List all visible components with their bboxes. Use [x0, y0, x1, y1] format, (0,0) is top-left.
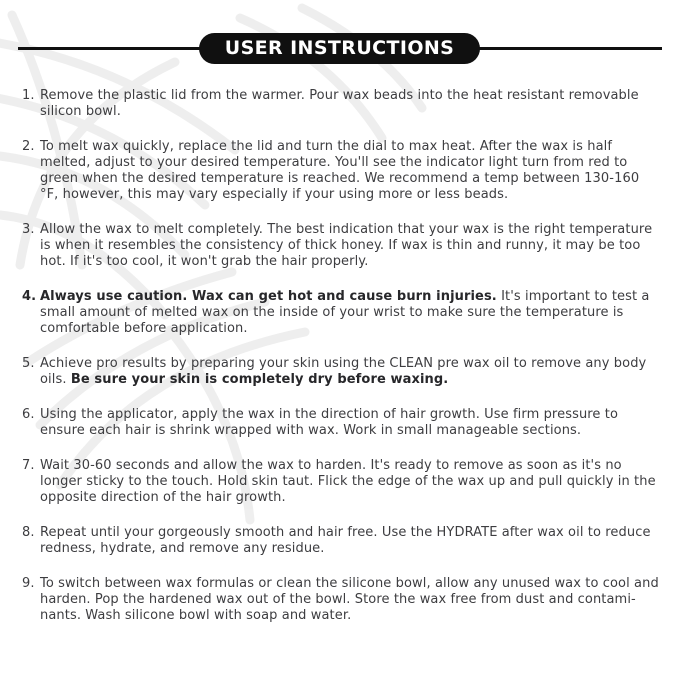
item-number: 7.	[22, 458, 35, 473]
page-title: USER INSTRUCTIONS	[199, 33, 481, 64]
item-text	[40, 222, 661, 270]
item-text-segment: To melt wax quickly, replace the lid and turn the dial to max heat. After the wax is half melted, adjust to your desired temperature. You'll see the indicator light turn from red to green when the desired temperature is reached. We recommend a temp between 130-160 °F, however, this may vary especially if your using more or less beads.	[40, 139, 640, 202]
instruction-item	[22, 576, 661, 624]
item-text-segment: Remove the plastic lid from the warmer. Pour wax beads into the heat resistant removable silicon bowl.	[40, 88, 639, 119]
item-number: 1.	[22, 88, 35, 103]
item-text-segment: Repeat until your gorgeously smooth and hair free. Use the HYDRATE after wax oil to reduce redness, hydrate, and remove any residue.	[40, 525, 651, 556]
instruction-item	[22, 139, 661, 203]
instruction-item	[22, 222, 661, 270]
instruction-list	[0, 64, 679, 624]
item-text-segment: It's important to test a small amount of melted wax on the inside of your wrist to make sure the temperature is comfortable before application.	[40, 289, 650, 336]
item-number: 8.	[22, 525, 35, 540]
item-number: 6.	[22, 407, 35, 422]
instruction-item	[22, 407, 661, 439]
instruction-item	[22, 356, 661, 388]
header	[0, 33, 679, 64]
item-text	[40, 289, 661, 337]
item-text	[40, 356, 661, 388]
item-text-segment: Allow the wax to melt completely. The best indication that your wax is the right temperature is when it resembles the consistency of thick honey. If wax is thin and runny, it may be too hot. If it's too cool, it won't grab the hair properly.	[40, 222, 653, 269]
item-text	[40, 139, 661, 203]
instruction-item	[22, 88, 661, 120]
item-text-segment: Using the applicator, apply the wax in the direction of hair growth. Use firm pressure to ensure each hair is shrink wrapped with wax. Work in small manageable sections.	[40, 407, 619, 438]
item-number: 9.	[22, 576, 35, 591]
item-text-segment: To switch between wax formulas or clean the silicone bowl, allow any unused wax to cool and harden. Pop the hardened wax out of the bowl. Store the wax free from dust and contaminants. Wash silicone bowl with soap and water.	[40, 576, 659, 623]
item-number: 4.	[22, 289, 37, 304]
item-text	[40, 88, 661, 120]
item-text	[40, 576, 661, 624]
item-number: 5.	[22, 356, 35, 371]
item-number: 2.	[22, 139, 35, 154]
item-text-segment: Wait 30-60 seconds and allow the wax to harden. It's ready to remove as soon as it's no longer sticky to the touch. Hold skin taut. Flick the edge of the wax up and pull quickly in the opposite direction of the hair growth.	[40, 458, 656, 505]
item-text-segment: Achieve pro results by preparing your skin using the CLEAN pre wax oil to remove any body oils.	[40, 356, 647, 387]
item-text	[40, 458, 661, 506]
item-text	[40, 525, 661, 557]
instruction-item	[22, 458, 661, 506]
instruction-item	[22, 525, 661, 557]
instruction-item	[22, 289, 661, 337]
item-text	[40, 407, 661, 439]
item-text-bold-segment: Always use caution. Wax can get hot and cause burn injuries.	[40, 289, 497, 304]
item-number: 3.	[22, 222, 35, 237]
item-text-bold-segment: Be sure your skin is completely dry before waxing.	[70, 372, 449, 387]
